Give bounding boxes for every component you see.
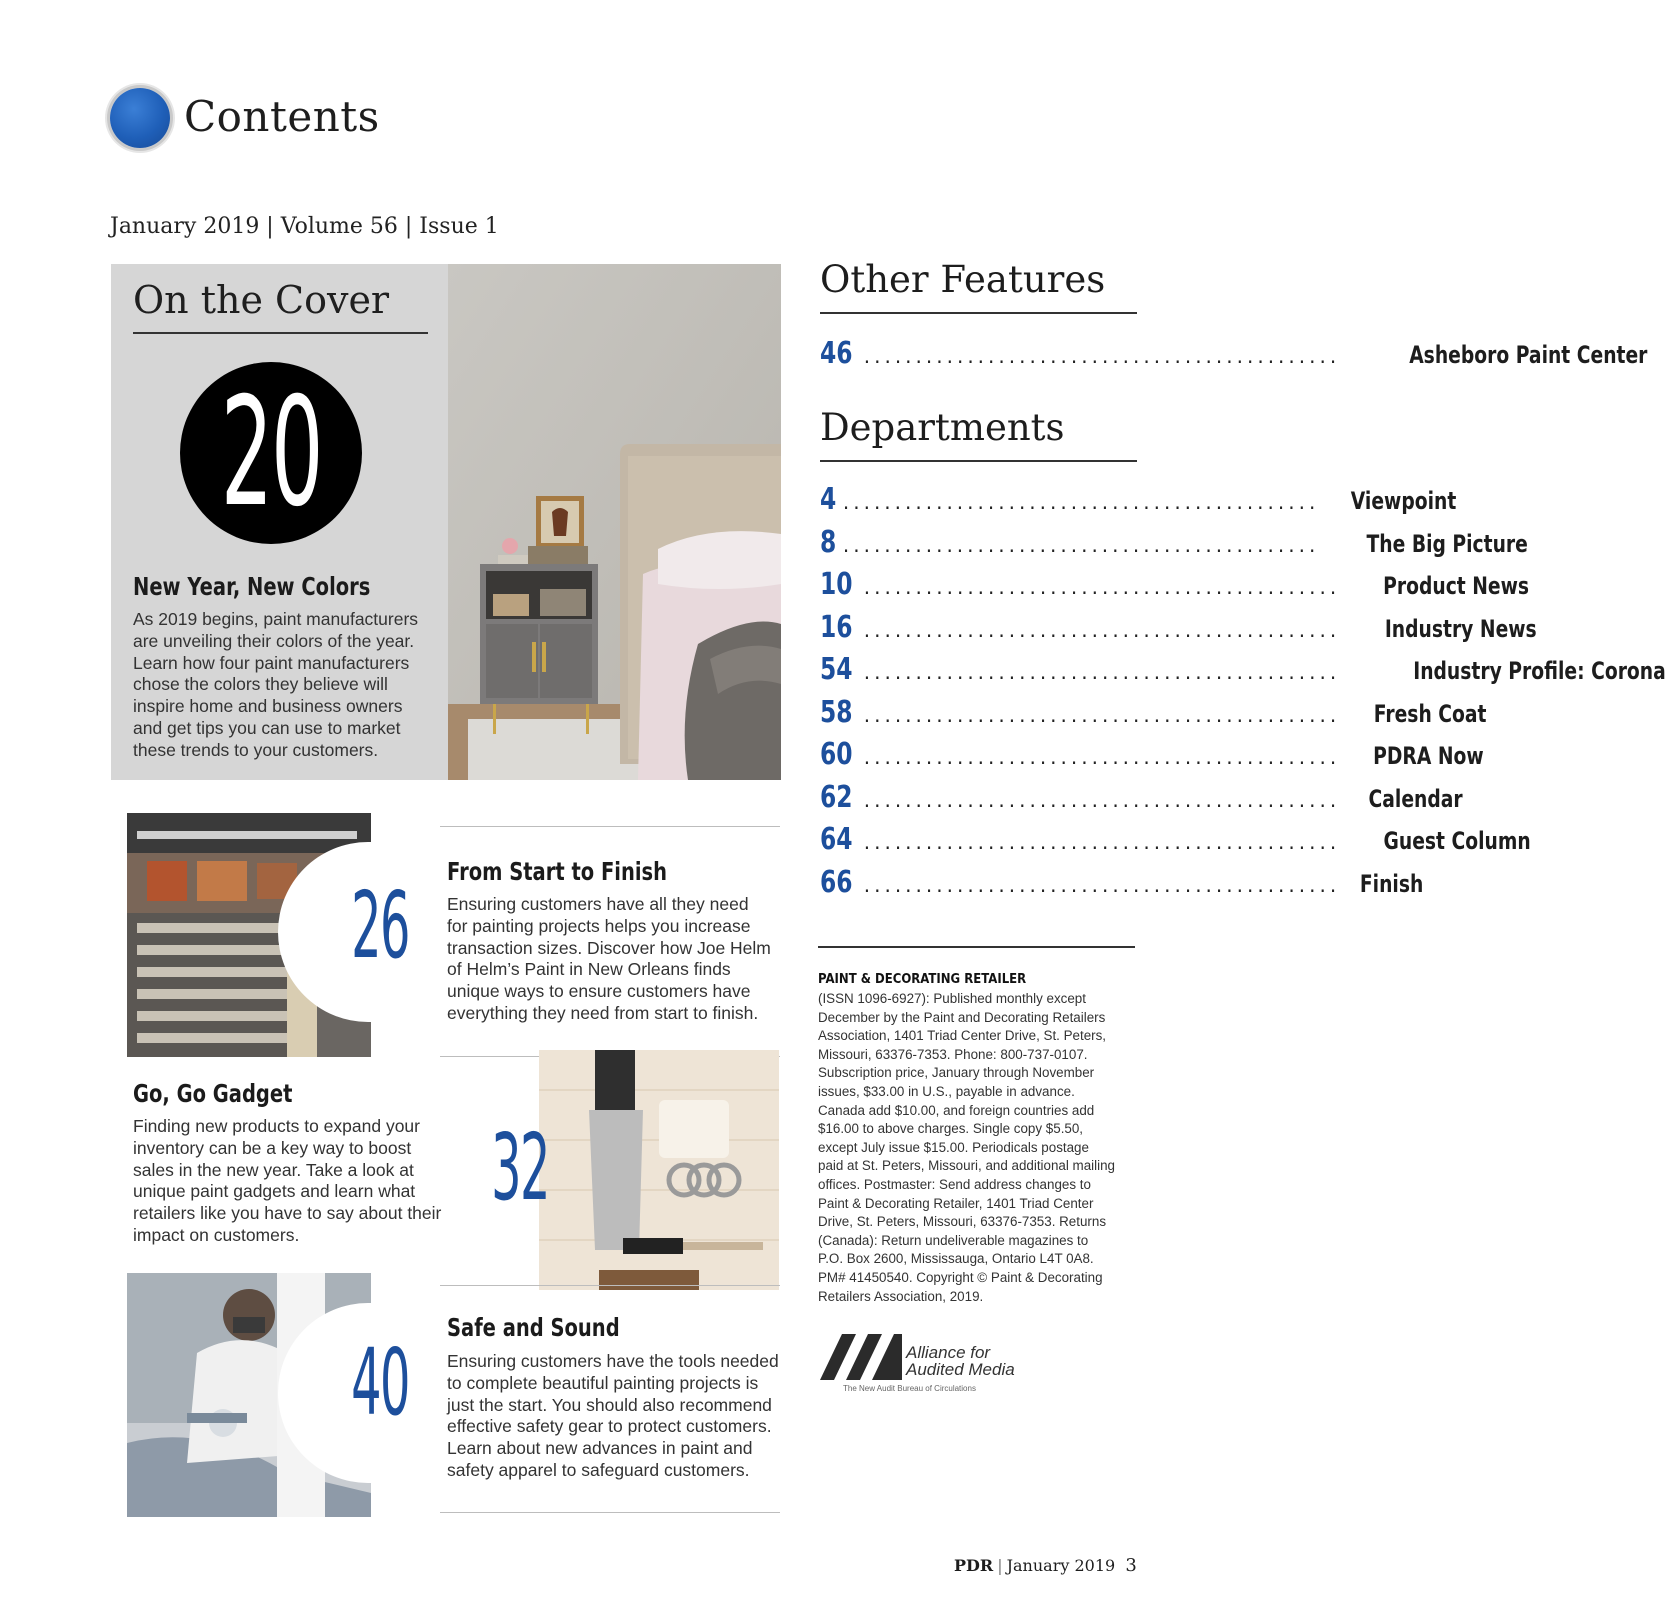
toc-leader-dots: ..............................................	[863, 872, 1341, 897]
toc-leader-dots: ..............................................	[863, 702, 1341, 727]
issue-line: January 2019 | Volume 56 | Issue 1	[110, 214, 499, 239]
feature-40-body-line: Learn about new advances in paint and	[447, 1438, 753, 1459]
publication-line: paid at St. Peters, Missouri, and additional mailing	[818, 1158, 1115, 1174]
toc-leader-dots: ..............................................	[842, 532, 1320, 557]
toc-leader-dots: ..............................................	[863, 745, 1341, 769]
aam-logo-icon	[820, 1334, 902, 1380]
toc-label: Guest Column	[1383, 827, 1531, 855]
toc-leader-dots: ..............................................	[863, 787, 1341, 812]
cover-heading: On the Cover	[133, 278, 390, 322]
cover-body-line: Learn how four paint manufacturers	[133, 652, 410, 673]
toc-label: The Big Picture	[1366, 529, 1529, 558]
toc-entry[interactable]	[820, 694, 1487, 738]
toc-page-number: 10	[820, 567, 853, 602]
publication-line: except July issue $15.00. Periodicals postage	[818, 1139, 1089, 1155]
feature-26-title[interactable]: From Start to Finish	[447, 857, 668, 886]
cover-rule	[133, 332, 428, 334]
feature-26-body-line: for painting projects helps you increase	[447, 915, 751, 936]
publication-line: Drive, St. Peters, Missouri, 63376-7353. Returns	[818, 1214, 1107, 1230]
publication-line: PM# 41450540. Copyright © Paint & Decorating	[818, 1269, 1103, 1285]
feature-divider	[440, 1512, 780, 1513]
toc-entry[interactable]	[820, 336, 1648, 371]
toc-leader-dots: ..............................................	[863, 575, 1341, 599]
publication-line: Subscription price, January through November	[818, 1065, 1095, 1081]
toc-page-number: 62	[820, 779, 853, 815]
feature-26-body-line: transaction sizes. Discover how Joe Helm	[447, 937, 771, 958]
contents-logo-dot	[110, 88, 170, 148]
publication-line: December by the Paint and Decorating Retailers	[818, 1009, 1106, 1025]
publication-rule	[818, 946, 1135, 948]
toc-page-number: 46	[820, 336, 853, 371]
toc-entry[interactable]	[820, 864, 1424, 908]
feature-32-body-line: Finding new products to expand your	[133, 1116, 420, 1136]
publication-title: PAINT & DECORATING RETAILER	[818, 972, 1027, 987]
publication-line: (ISSN 1096-6927): Published monthly except	[818, 991, 1086, 1006]
toc-page-number: 58	[820, 694, 853, 730]
toc-entry[interactable]	[820, 567, 1530, 610]
feature-32-body-line: retailers like you have to say about their	[133, 1203, 442, 1224]
toc-leader-dots: ..............................................	[863, 660, 1341, 684]
cover-body-line: chose the colors they believe will	[133, 674, 388, 695]
footer-publication: PDR	[954, 1556, 994, 1575]
cover-body-line: these trends to your customers.	[133, 739, 379, 760]
cover-body-line: and get tips you can use to market	[133, 717, 401, 738]
publication-line: P.O. Box 2600, Mississauga, Ontario L4T 0A8.	[818, 1251, 1094, 1267]
cover-body-line: As 2019 begins, paint manufacturers	[133, 609, 419, 629]
toc-label: Fresh Coat	[1373, 699, 1487, 728]
feature-40-body-line: just the start. You should also recommend	[447, 1394, 772, 1415]
cover-bedroom-photo	[448, 264, 781, 780]
publication-line: Retailers Association, 2019.	[818, 1288, 984, 1304]
publication-line: offices. Postmaster: Send address changes to	[818, 1176, 1091, 1192]
feature-26-body-line: of Helm’s Paint in New Orleans finds	[447, 959, 731, 980]
feature-26-body-line: everything they need from start to finish.	[447, 1002, 759, 1023]
feature-26-body-line: Ensuring customers have all they need	[447, 894, 749, 914]
toc-entry[interactable]	[820, 822, 1531, 865]
footer-date: January 2019	[1006, 1556, 1116, 1575]
aam-logo-line: Audited Media	[906, 1360, 1015, 1379]
feature-40-body	[447, 1351, 782, 1482]
feature-40-body-line: safety apparel to safeguard customers.	[447, 1459, 750, 1480]
feature-26-body	[447, 894, 777, 1025]
page-title: Contents	[184, 92, 380, 141]
toc-page-number: 8	[820, 524, 837, 560]
toc-entry[interactable]	[820, 609, 1537, 653]
toc-label: Finish	[1360, 869, 1424, 898]
departments-list	[820, 482, 1666, 907]
toc-leader-dots: ..............................................	[842, 490, 1320, 514]
page-footer	[954, 1555, 1137, 1576]
departments-heading: Departments	[820, 406, 1065, 449]
publication-line: Paint & Decorating Retailer, 1401 Triad Center	[818, 1195, 1094, 1211]
toc-page-number: 54	[820, 652, 853, 687]
toc-page-number: 4	[820, 482, 837, 517]
feature-divider	[440, 1285, 780, 1286]
footer-separator: |	[997, 1556, 1003, 1575]
publication-statement	[818, 990, 1138, 1306]
toc-leader-dots: ..............................................	[863, 344, 1341, 368]
publication-line: issues, $33.00 in U.S., payable in advance.	[818, 1083, 1075, 1099]
cover-body-line: are unveiling their colors of the year.	[133, 630, 415, 651]
toc-page-number: 66	[820, 864, 853, 900]
feature-32-body-line: sales in the new year. Take a look at	[133, 1159, 414, 1180]
feature-32-body	[133, 1116, 463, 1247]
toc-label: Viewpoint	[1351, 487, 1457, 515]
feature-32-body-line: impact on customers.	[133, 1224, 300, 1245]
toc-entry[interactable]	[820, 779, 1463, 823]
cover-story-body	[133, 609, 433, 762]
publication-line: Association, 1401 Triad Center Drive, St. Peters,	[818, 1028, 1107, 1044]
toc-page-number: 60	[820, 737, 853, 772]
aam-logo-line: Alliance for	[906, 1343, 991, 1362]
toc-leader-dots: ..............................................	[863, 617, 1341, 642]
feature-40-title[interactable]: Safe and Sound	[447, 1313, 620, 1342]
aam-logo-tagline: The New Audit Bureau of Circulations	[843, 1384, 976, 1393]
cover-body-line: inspire home and business owners	[133, 696, 403, 717]
feature-32-body-line: inventory can be a key way to boost	[133, 1137, 412, 1158]
toc-leader-dots: ..............................................	[863, 830, 1341, 854]
other-features-rule	[820, 312, 1137, 314]
feature-40-body-line: to complete beautiful painting projects is	[447, 1372, 759, 1393]
toc-label: PDRA Now	[1373, 742, 1484, 770]
publication-line: Missouri, 63376-7353. Phone: 800-737-0107.	[818, 1046, 1088, 1062]
toc-label: Calendar	[1368, 784, 1463, 813]
toc-entry[interactable]	[820, 524, 1529, 568]
toc-page-number: 16	[820, 609, 853, 645]
cover-story-title[interactable]: New Year, New Colors	[133, 572, 371, 601]
toc-label: Asheboro Paint Center	[1409, 341, 1648, 369]
feature-40-body-line: effective safety gear to protect customers.	[447, 1416, 772, 1437]
feature-26-number[interactable]: 26	[351, 872, 409, 979]
feature-40-number[interactable]: 40	[351, 1329, 409, 1436]
feature-gadget-photo	[539, 1050, 779, 1290]
toc-entry[interactable]	[820, 652, 1666, 695]
footer-page-number: 3	[1125, 1555, 1137, 1576]
feature-32-title[interactable]: Go, Go Gadget	[133, 1079, 293, 1108]
publication-line: Canada add $10.00, and foreign countries add	[818, 1102, 1095, 1118]
publication-line: $16.00 to above charges. Single copy $5.50,	[818, 1121, 1084, 1137]
aam-logo-name	[906, 1344, 1046, 1378]
toc-entry[interactable]	[820, 482, 1457, 525]
toc-page-number: 64	[820, 822, 853, 857]
feature-32-body-line: unique paint gadgets and learn what	[133, 1181, 416, 1202]
toc-entry[interactable]	[820, 737, 1484, 780]
feature-divider	[440, 826, 780, 827]
feature-32-number[interactable]: 32	[491, 1114, 549, 1221]
cover-page-number[interactable]: 20	[220, 366, 322, 540]
publication-line: (Canada): Return undeliverable magazines to	[818, 1232, 1089, 1248]
toc-label: Product News	[1383, 572, 1530, 600]
feature-40-body-line: Ensuring customers have the tools needed	[447, 1351, 779, 1371]
feature-26-body-line: unique ways to ensure customers have	[447, 981, 751, 1002]
other-features-heading: Other Features	[820, 258, 1106, 301]
departments-rule	[820, 460, 1137, 462]
toc-label: Industry News	[1385, 614, 1537, 643]
toc-label: Industry Profile: Corona	[1413, 657, 1666, 685]
